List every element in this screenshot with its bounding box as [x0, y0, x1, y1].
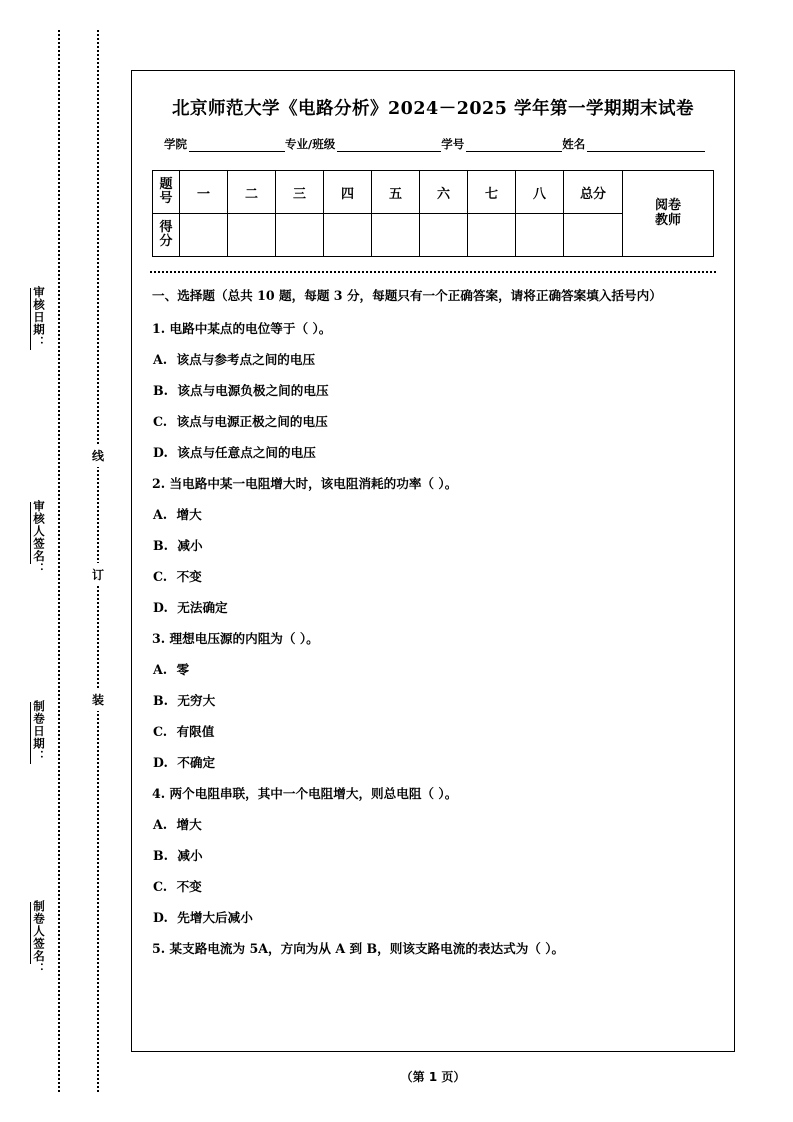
question-2-option-b-text: 减小 — [177, 538, 203, 553]
row-label-question-number-line1: 题 — [159, 177, 173, 193]
question-1-option-c-text: 该点与电源正极之间的电压 — [176, 414, 328, 429]
field-name — [562, 136, 705, 152]
sidebar-label-review-date — [30, 286, 47, 350]
question-2-option-d-text: 无法确定 — [177, 600, 228, 615]
question-3-option-c-text: 有限值 — [176, 724, 215, 739]
sidebar-label-paper-date — [30, 700, 47, 764]
question-2-option-c-text: 不变 — [176, 569, 202, 584]
question-3-option-a-text: 零 — [176, 662, 190, 677]
question-2-option-b-key: B. — [153, 538, 169, 553]
question-3-option-d[interactable] — [152, 754, 716, 771]
question-1-text: 电路中某点的电位等于（ ）。 — [169, 321, 332, 336]
row-label-score-line2: 分 — [159, 234, 173, 249]
question-2-option-b[interactable] — [152, 537, 716, 554]
sidebar-review-date-blank — [30, 288, 31, 350]
section-heading: 一、选择题（总共 10 题，每题 3 分，每题只有一个正确答案，请将正确答案填入括号内） — [152, 288, 662, 303]
question-4-option-c[interactable] — [152, 878, 716, 895]
question-body — [152, 287, 716, 957]
question-1-option-d[interactable] — [152, 444, 716, 461]
field-major-class-label: 专业/班级 — [285, 137, 336, 151]
question-1-option-c-key: C. — [153, 414, 168, 429]
question-1-number: 1. — [152, 321, 166, 336]
question-4-option-a-text: 增大 — [176, 817, 202, 832]
field-student-id — [441, 136, 562, 152]
score-col-header-5: 五 — [372, 171, 420, 214]
question-4-option-d-text: 先增大后减小 — [177, 910, 253, 925]
seal-char-line: 线 — [89, 444, 107, 467]
question-2-option-d-key: D. — [153, 600, 168, 615]
question-5-text: 某支路电流为 5A，方向为从 A 到 B，则该支路电流的表达式为（ ）。 — [169, 941, 565, 956]
question-2-option-c[interactable] — [152, 568, 716, 585]
field-student-id-input[interactable] — [466, 138, 562, 152]
score-col-header-total: 总分 — [564, 171, 623, 214]
question-3-option-d-text: 不确定 — [177, 755, 216, 770]
score-col-header-8: 八 — [516, 171, 564, 214]
question-3-option-a-key: A. — [153, 662, 168, 677]
exam-sheet-frame — [131, 70, 735, 1052]
score-cell-total[interactable] — [564, 214, 623, 257]
field-major-class — [285, 136, 441, 152]
row-label-score-line1: 得 — [159, 220, 173, 236]
row-label-question-number — [153, 171, 180, 214]
question-4-number: 4. — [152, 786, 166, 801]
row-label-score — [153, 214, 180, 257]
sidebar-label-reviewer-signature-text: 审核人签名： — [32, 500, 46, 575]
score-col-header-4: 四 — [324, 171, 372, 214]
question-5 — [152, 940, 716, 957]
score-cell-7[interactable] — [468, 214, 516, 257]
question-2-option-c-key: C. — [153, 569, 168, 584]
field-name-input[interactable] — [587, 138, 705, 152]
score-col-header-3: 三 — [276, 171, 324, 214]
question-1-option-b[interactable] — [152, 382, 716, 399]
question-3-option-d-key: D. — [153, 755, 168, 770]
question-4-option-c-key: C. — [153, 879, 168, 894]
question-4-option-a-key: A. — [153, 817, 168, 832]
question-2-option-d[interactable] — [152, 599, 716, 616]
sidebar-label-reviewer-signature — [30, 500, 47, 575]
sidebar-label-paper-date-text: 制卷日期： — [32, 700, 46, 763]
outer-dashed-line — [58, 30, 60, 1092]
score-cell-1[interactable] — [180, 214, 228, 257]
sidebar-label-paper-maker-signature — [30, 900, 47, 975]
question-1-option-b-key: B. — [153, 383, 169, 398]
question-4-stem — [152, 785, 716, 802]
page-title: 北京师范大学《电路分析》2024－2025 学年第一学期期末试卷 — [171, 99, 694, 119]
question-2-option-a-key: A. — [153, 507, 168, 522]
question-2-text: 当电路中某一电阻增大时，该电阻消耗的功率（ ）。 — [169, 476, 458, 491]
question-3-option-c-key: C. — [153, 724, 168, 739]
question-4-text: 两个电阻串联，其中一个电阻增大，则总电阻（ ）。 — [169, 786, 458, 801]
seal-char-bind: 订 — [89, 563, 107, 586]
question-4-option-a[interactable] — [152, 816, 716, 833]
row-label-question-number-line2: 号 — [159, 191, 173, 206]
question-3-option-b-text: 无穷大 — [177, 693, 216, 708]
question-4-option-d-key: D. — [153, 910, 168, 925]
sidebar-label-paper-maker-signature-text: 制卷人签名： — [32, 900, 46, 975]
score-col-header-1: 一 — [180, 171, 228, 214]
question-2-number: 2. — [152, 476, 166, 491]
field-college — [164, 136, 285, 152]
teacher-label-line1: 阅卷 — [654, 197, 681, 213]
question-1-stem — [152, 320, 716, 337]
sidebar-reviewer-signature-blank — [30, 502, 31, 564]
table-row-question-numbers — [153, 171, 714, 214]
page-footer: （第 1 页） — [400, 1070, 466, 1084]
question-3-option-a[interactable] — [152, 661, 716, 678]
question-3-stem — [152, 630, 716, 647]
question-5-number: 5. — [152, 941, 166, 956]
question-2-stem — [152, 475, 716, 492]
question-3 — [152, 630, 716, 771]
score-cell-4[interactable] — [324, 214, 372, 257]
question-1 — [152, 320, 716, 461]
score-col-header-teacher — [623, 171, 714, 257]
score-col-header-7: 七 — [468, 171, 516, 214]
sidebar-paper-date-blank — [30, 702, 31, 764]
teacher-label-line2: 教师 — [654, 212, 681, 228]
field-name-label: 姓名 — [562, 137, 586, 151]
score-cell-3[interactable] — [276, 214, 324, 257]
sidebar-paper-maker-signature-blank — [30, 902, 31, 964]
question-2-option-a-text: 增大 — [176, 507, 202, 522]
question-3-text: 理想电压源的内阻为（ ）。 — [169, 631, 319, 646]
question-5-stem — [152, 940, 716, 957]
score-table — [152, 170, 714, 257]
field-college-input[interactable] — [189, 138, 285, 152]
question-1-option-b-text: 该点与电源负极之间的电压 — [177, 383, 329, 398]
score-cell-2[interactable] — [228, 214, 276, 257]
field-student-id-label: 学号 — [441, 137, 465, 151]
question-4-option-d[interactable] — [152, 909, 716, 926]
score-col-header-6: 六 — [420, 171, 468, 214]
question-2-option-a[interactable] — [152, 506, 716, 523]
dotted-separator — [150, 271, 716, 273]
score-cell-5[interactable] — [372, 214, 420, 257]
question-3-option-c[interactable] — [152, 723, 716, 740]
score-cell-8[interactable] — [516, 214, 564, 257]
seal-char-pack: 装 — [89, 688, 107, 711]
field-major-class-input[interactable] — [337, 138, 441, 152]
question-1-option-d-text: 该点与任意点之间的电压 — [177, 445, 316, 460]
question-3-option-b[interactable] — [152, 692, 716, 709]
question-1-option-d-key: D. — [153, 445, 168, 460]
question-1-option-c[interactable] — [152, 413, 716, 430]
question-1-option-a-key: A. — [153, 352, 168, 367]
question-1-option-a-text: 该点与参考点之间的电压 — [176, 352, 316, 367]
score-cell-6[interactable] — [420, 214, 468, 257]
question-3-number: 3. — [152, 631, 166, 646]
field-college-label: 学院 — [164, 137, 187, 151]
question-4-option-b-text: 减小 — [177, 848, 203, 863]
score-col-header-2: 二 — [228, 171, 276, 214]
question-4-option-c-text: 不变 — [176, 879, 202, 894]
student-info-fields — [164, 136, 714, 152]
question-4-option-b-key: B. — [153, 848, 169, 863]
left-margin-sidebar — [0, 0, 130, 1122]
question-1-option-a[interactable] — [152, 351, 716, 368]
question-2 — [152, 475, 716, 616]
question-4-option-b[interactable] — [152, 847, 716, 864]
sidebar-label-review-date-text: 审核日期： — [32, 286, 46, 349]
question-4 — [152, 785, 716, 926]
question-3-option-b-key: B. — [153, 693, 169, 708]
inner-dashed-line — [97, 30, 99, 1092]
